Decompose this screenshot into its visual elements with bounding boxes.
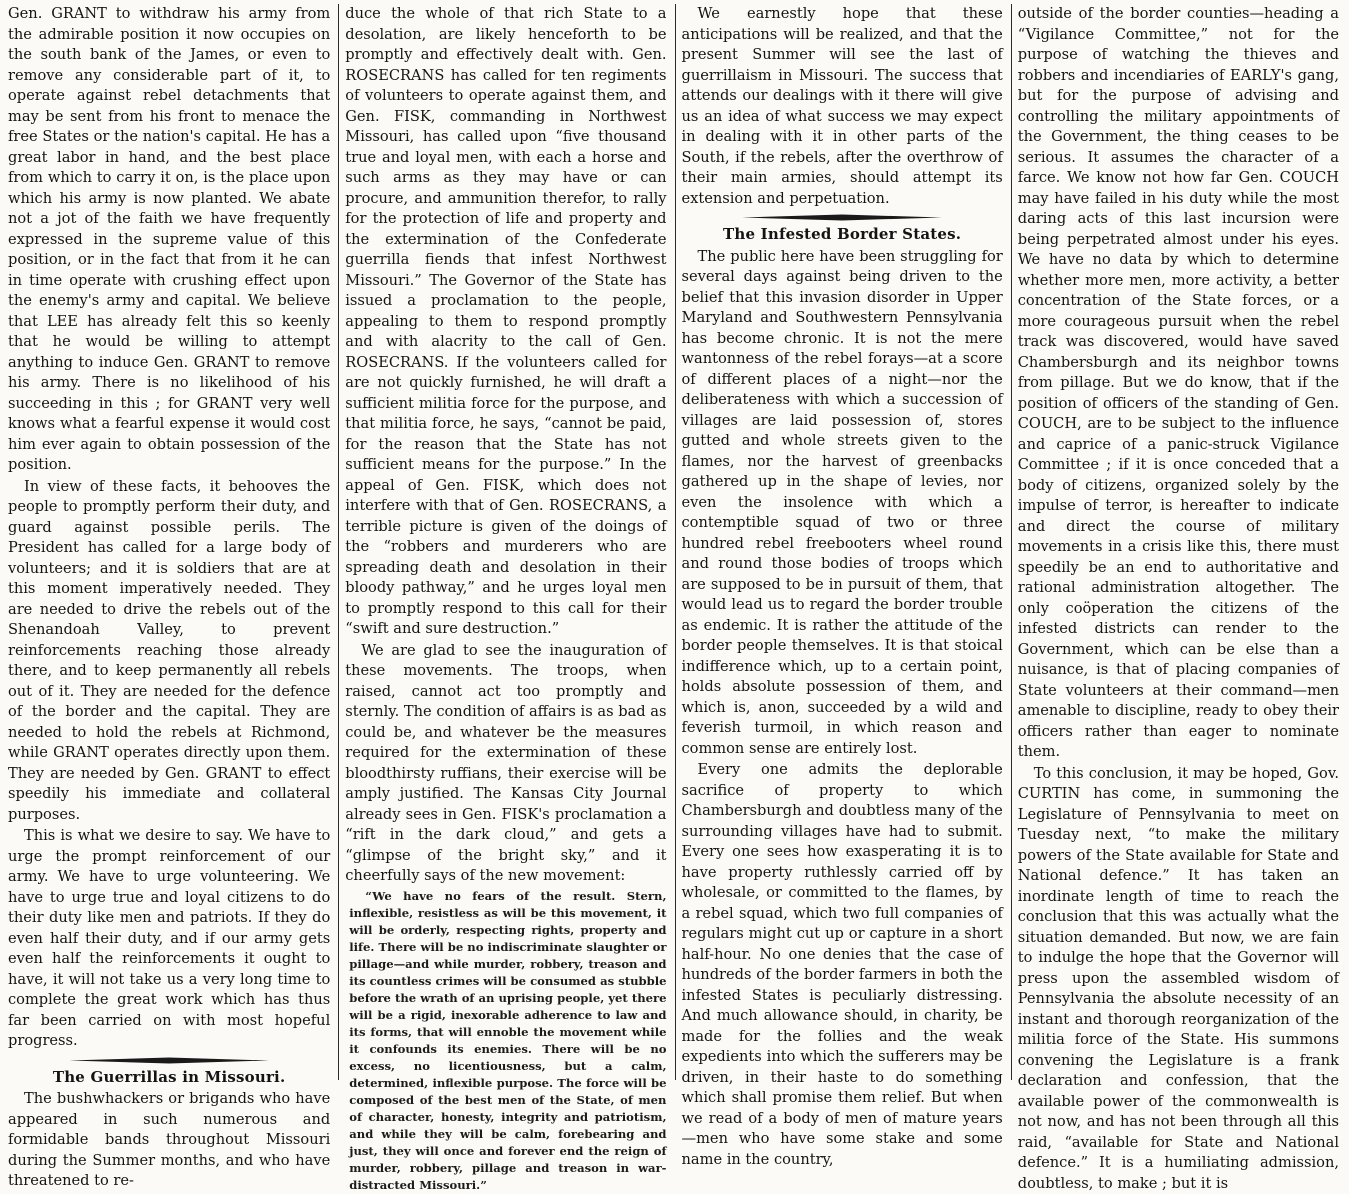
column-1 — [2, 4, 338, 1080]
column-4-paragraph-2: To this conclusion, it may be hoped, Gov. CURTIN has come, in summoning the Legislature of Pennsylvania to meet on Tuesday next, “to make the military powers of the State available for State and National defence.” It has taken an inordinate length of time to reach the conclusion that this was actually what the situation demanded. But now, we are fain to indulge the hope that the Governor will press upon the assembled wisdom of Pennsylvania the absolute necessity of an instant and thorough reorganization of the militia force of the State. His summons convening the Legislature is a frank declaration and confession, that the available power of the commonwealth is not now, and has not been through all this raid, “available for State and National defence.” It is a humiliating admission, doubtless, to make ; but it is — [1018, 764, 1339, 1194]
column-2-paragraph-1: duce the whole of that rich State to a desolation, are likely henceforth to be promptly and effectively dealt with. Gen. ROSECRANS has called for ten regiments of volunteers to operate against them, and Gen. FISK, commanding in Northwest Missouri, has called upon “five thousand true and loyal men, with each a horse and such arms as they may have or can procure, and ammunition therefor, to rally for the protection of life and property and the extermination of the Confederate guerrilla fiends that infest Northwest Missouri.” The Governor of the State has issued a proclamation to the people, appealing to them to respond promptly and with alacrity to the call of Gen. ROSECRANS. If the volunteers called for are not quickly furnished, he will draft a sufficient militia force for the purpose, and that militia force, he says, “cannot be paid, for the reason that the State has not sufficient means for the purpose.” In the appeal of Gen. FISK, which does not interfere with that of Gen. ROSECRANS, a terrible picture is given of the doings of the “robbers and murderers who are spreading death and desolation in their bloody pathway,” and he urges loyal men to promptly respond to this call for their “swift and sure destruction.” — [345, 4, 666, 640]
column-2-paragraph-2: We are glad to see the inauguration of these movements. The troops, when raised, cannot act too promptly and sternly. The condition of affairs is as bad as could be, and whatever be the measures required for the extermination of these bloodthirsty ruffians, their exercise will be amply justified. The Kansas City Journal already sees in Gen. FISK's proclamation a “rift in the dark cloud,” and gets a “glimpse of the bright sky,” and it cheerfully says of the new movement: — [345, 641, 666, 887]
column-1-paragraph-3: This is what we desire to say. We have to urge the prompt reinforcement of our army. We have to urge volunteering. We have to urge true and loyal citizens to do their duty like men and patriots. If they do even half their duty, and if our army gets even half the reinforcements it ought to have, it will not take us a very long time to complete the great work which has thus far been carried on with most hopeful progress. — [8, 826, 330, 1052]
column-2-quotation: “We have no fears of the result. Stern, inflexible, resistless as will be this movement, it will be orderly, respecting rights, property and life. There will be no indiscriminate slaughter or pillage—and while murder, robbery, treason and its countless crimes will be consumed as stubble before the wrath of an uprising people, yet there will be a rigid, inexorable adherence to law and its forms, that will ennoble the movement while it confounds its enemies. There will be no excess, no licentiousness, but a calm, determined, inflexible purpose. The force will be composed of the best men of the State, of men of character, honesty, integrity and patriotism, and while they will be calm, forebearing and just, they will once and forever end the reign of murder, robbery, pillage and treason in war-distracted Missouri.” — [345, 888, 666, 1194]
column-4-paragraph-1: outside of the border counties—heading a “Vigilance Committee,” not for the purpose of watching the thieves and robbers and incendiaries of EARLY's gang, but for the purpose of advising and controlling the military appointments of the Government, the thing ceases to be serious. It assumes the character of a farce. We know not how far Gen. COUCH may have failed in his duty while the most daring acts of this last incursion were being perpetrated almost under his eyes. We have no data by which to determine whether more men, more activity, a better concentration of the State forces, or a more courageous pursuit when the rebel track was discovered, would have saved Chambersburgh and its neighbor towns from pillage. But we do know, that if the position of officers of the standing of Gen. COUCH, are to be subject to the influence and caprice of a panic-struck Vigilance Committee ; if it is once conceded that a body of citizens, organized solely by the impulse of terror, is hereafter to indicate and direct the course of military movements in a crisis like this, there must speedily be an end to authoritative and rational administration altogether. The only coöperation the citizens of the infested districts can render to the Government, which can be else than a nuisance, is that of placing companies of State volunteers at their command—men amenable to discipline, ready to obey their officers rather than eager to nominate them. — [1018, 4, 1339, 763]
column-1-paragraph-1: Gen. GRANT to withdraw his army from the admirable position it now occupies on the south bank of the James, or even to remove any considerable part of it, to operate against rebel detachments that may be sent from his front to menace the free States or the nation's capital. He has a great labor in hand, and the best place from which to carry it on, is the place upon which his army is now planted. We abate not a jot of the faith we have frequently expressed in the supreme value of this position, or in the fact that from it he can in time operate with crushing effect upon the enemy's army and capital. We believe that LEE has already felt this so keenly that he would be willing to attempt anything to induce Gen. GRANT to remove his army. There is no likelihood of his succeeding in this ; for GRANT very well knows what a fearful expense it would cost him ever again to obtain possession of the position. — [8, 4, 330, 476]
column-3 — [675, 4, 1011, 1080]
column-1-paragraph-4: The bushwhackers or brigands who have appeared in such numerous and formidable bands throughout Missouri during the Summer months, and who have threatened to re- — [8, 1089, 330, 1192]
heading-guerrillas-in-missouri: The Guerrillas in Missouri. — [8, 1067, 330, 1088]
column-4 — [1011, 4, 1347, 1080]
column-3-paragraph-1: We earnestly hope that these anticipations will be realized, and that the present Summer will see the last of guerrillaism in Missouri. The success that attends our dealings with it there will give us an idea of what success we may expect in dealing with it in other parts of the South, if the rebels, after the overthrow of their main armies, should attempt its extension and perpetuation. — [682, 4, 1003, 209]
column-1-paragraph-2: In view of these facts, it behooves the people to promptly perform their duty, and guard against possible perils. The President has called for a large body of volunteers; and it is soldiers that are at this moment imperatively needed. They are needed to drive the rebels out of the Shenandoah Valley, to prevent reinforcements reaching those already there, and to keep permanently all rebels out of it. They are needed for the defence of the border and the capital. They are needed to hold the rebels at Richmond, while GRANT operates directly upon them. They are needed by Gen. GRANT to effect speedily his immediate and collateral purposes. — [8, 477, 330, 826]
column-2 — [338, 4, 674, 1080]
column-3-paragraph-2: The public here have been struggling for several days against being driven to the belief that this invasion disorder in Upper Maryland and Southwestern Pennsylvania has become chronic. It is not the mere wantonness of the rebel forays—at a score of different places of a night—nor the deliberateness with which a succession of villages are laid possession of, stores gutted and whole streets given to the flames, nor the harvest of greenbacks gathered up in the shape of levies, nor even the insolence with which a contemptible squad of two or three hundred rebel freebooters wheel round and round those bodies of troops which are supposed to be in pursuit of them, that would lead us to regard the border trouble as endemic. It is rather the attitude of the border people themselves. It is that stoical indifference which, up to a certain point, holds absolute possession of them, and which is, anon, succeeded by a wild and feverish turmoil, in which reason and common sense are entirely lost. — [682, 247, 1003, 760]
section-rule — [742, 213, 942, 222]
column-3-paragraph-3: Every one admits the deplorable sacrifice of property to which Chambersburgh and doubtless many of the surrounding villages have had to submit. Every one sees how exasperating it is to have property ruthlessly carried off by wholesale, or committed to the flames, by a rebel squad, which two full companies of regulars might cut up or capture in a short half-hour. No one denies that the case of hundreds of the border farmers in both the infested States is peculiarly distressing. And much allowance should, in charity, be made for the follies and the weak expedients into which the sufferers may be driven, in their haste to do something which shall promise them relief. But when we read of a body of men of mature years—men who have some stake and some name in the country, — [682, 760, 1003, 1170]
section-rule — [69, 1056, 269, 1065]
heading-infested-border-states: The Infested Border States. — [682, 224, 1003, 245]
